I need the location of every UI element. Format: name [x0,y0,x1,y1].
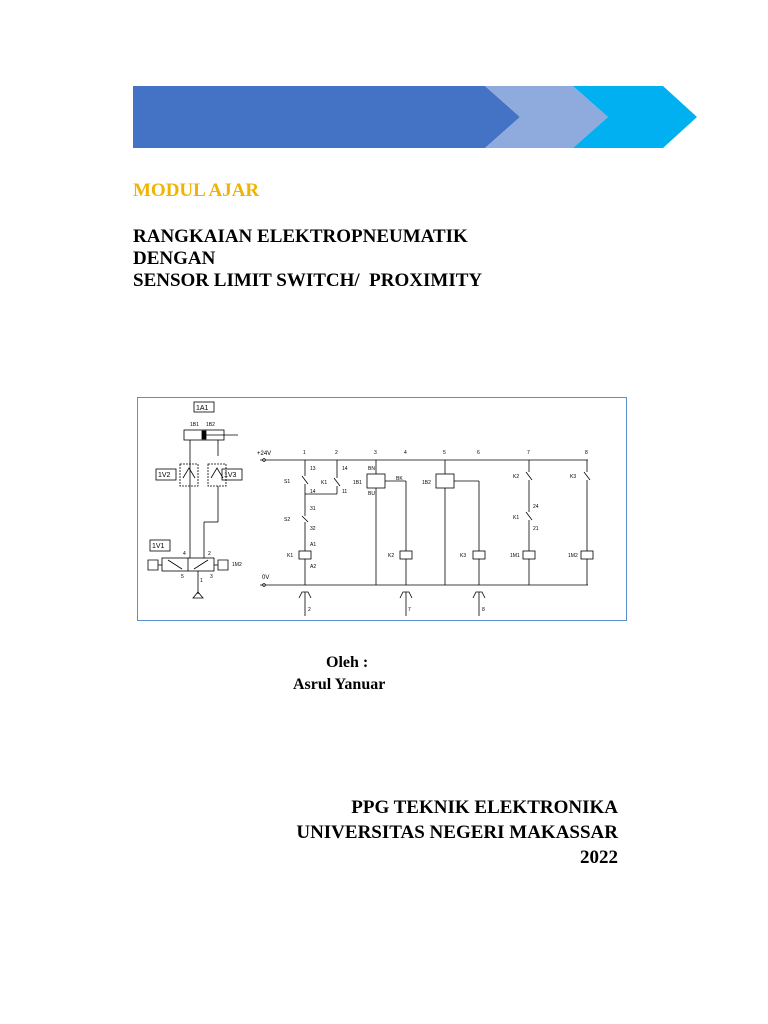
solenoid-label-1m2-ladder: 1M2 [568,553,578,559]
rung-number-7: 7 [527,450,530,456]
supply-0v: 0V [262,575,270,581]
valve-label-1v3: 1V3 [224,472,237,479]
program-name: PPG TEKNIK ELEKTRONIKA [351,797,618,818]
switch-label-s2: S2 [284,517,291,523]
institution-block [296,795,618,870]
port-4: 4 [183,551,186,557]
contact-label-k1: K1 [321,480,328,486]
port-3: 3 [210,574,213,580]
terminal-13: 13 [310,466,316,472]
valve-label-1v1: 1V1 [152,543,165,550]
terminal-bu-1: BU [368,491,375,497]
electrical-ladder [257,450,593,616]
contact-label-k2: K2 [513,474,520,480]
rung-number-1: 1 [303,450,306,456]
terminal-14-b: 14 [342,466,348,472]
author-name: Asrul Yanuar [293,676,386,693]
rung-number-8: 8 [585,450,588,456]
valve-label-1v2: 1V2 [158,472,171,479]
coil-label-k3: K3 [460,553,467,559]
university-name: UNIVERSITAS NEGERI MAKASSAR [296,822,618,843]
solenoid-label-1m2: 1M2 [232,562,242,568]
title-line-2: DENGAN [133,248,216,269]
rung-number-6: 6 [477,450,480,456]
proximity-sensor-1b1 [367,474,385,488]
terminal-24: 24 [533,504,539,510]
terminal-bk-1: BK [396,476,403,482]
publication-year: 2022 [580,847,618,868]
port-1: 1 [200,578,203,584]
title-line-3: SENSOR LIMIT SWITCH/ PROXIMITY [133,270,483,291]
proximity-sensor-1b2 [436,474,454,488]
sensor-label-1b1: 1B1 [190,422,199,428]
document-title [133,226,482,292]
solenoid-label-1m1: 1M1 [510,553,520,559]
rung-number-2: 2 [335,450,338,456]
author-by-label: Oleh : [326,654,369,671]
terminal-a1-k1: A1 [310,542,317,548]
terminal-a2-k1: A2 [310,564,317,570]
banner-segment-blue [133,86,520,148]
contact-label-k3: K3 [570,474,577,480]
cylinder-label: 1A1 [196,405,209,412]
switch-label-s1: S1 [284,479,291,485]
module-heading: MODUL AJAR [133,180,260,201]
rung-number-5: 5 [443,450,446,456]
sensor-label-1b2: 1B2 [206,422,215,428]
terminal-bn-1: BN [368,466,375,472]
coil-label-k2: K2 [388,553,395,559]
terminal-21: 21 [533,526,539,532]
supply-plus-24v: +24V [257,451,272,457]
terminal-32: 32 [310,526,316,532]
coil-label-k1: K1 [287,553,294,559]
header-banner [133,86,697,148]
contact-label-k1-rung7: K1 [513,515,520,521]
terminal-14-a: 14 [310,489,316,495]
rung-number-3: 3 [374,450,377,456]
rung-number-4: 4 [404,450,407,456]
ref-below-k2: 7 [408,607,411,613]
terminal-31: 31 [310,506,316,512]
sensor-label-1b1-ladder: 1B1 [353,480,362,486]
ref-below-k3: 8 [482,607,485,613]
ref-below-k1: 2 [308,607,311,613]
title-line-1: RANGKAIAN ELEKTROPNEUMATIK [133,226,468,247]
port-2: 2 [208,551,211,557]
circuit-figure [137,397,627,621]
sensor-label-1b2-ladder: 1B2 [422,480,431,486]
pneumatic-circuit [148,402,242,598]
port-5: 5 [181,574,184,580]
electropneumatic-circuit-diagram [138,398,626,620]
terminal-11-a: 11 [342,489,348,495]
